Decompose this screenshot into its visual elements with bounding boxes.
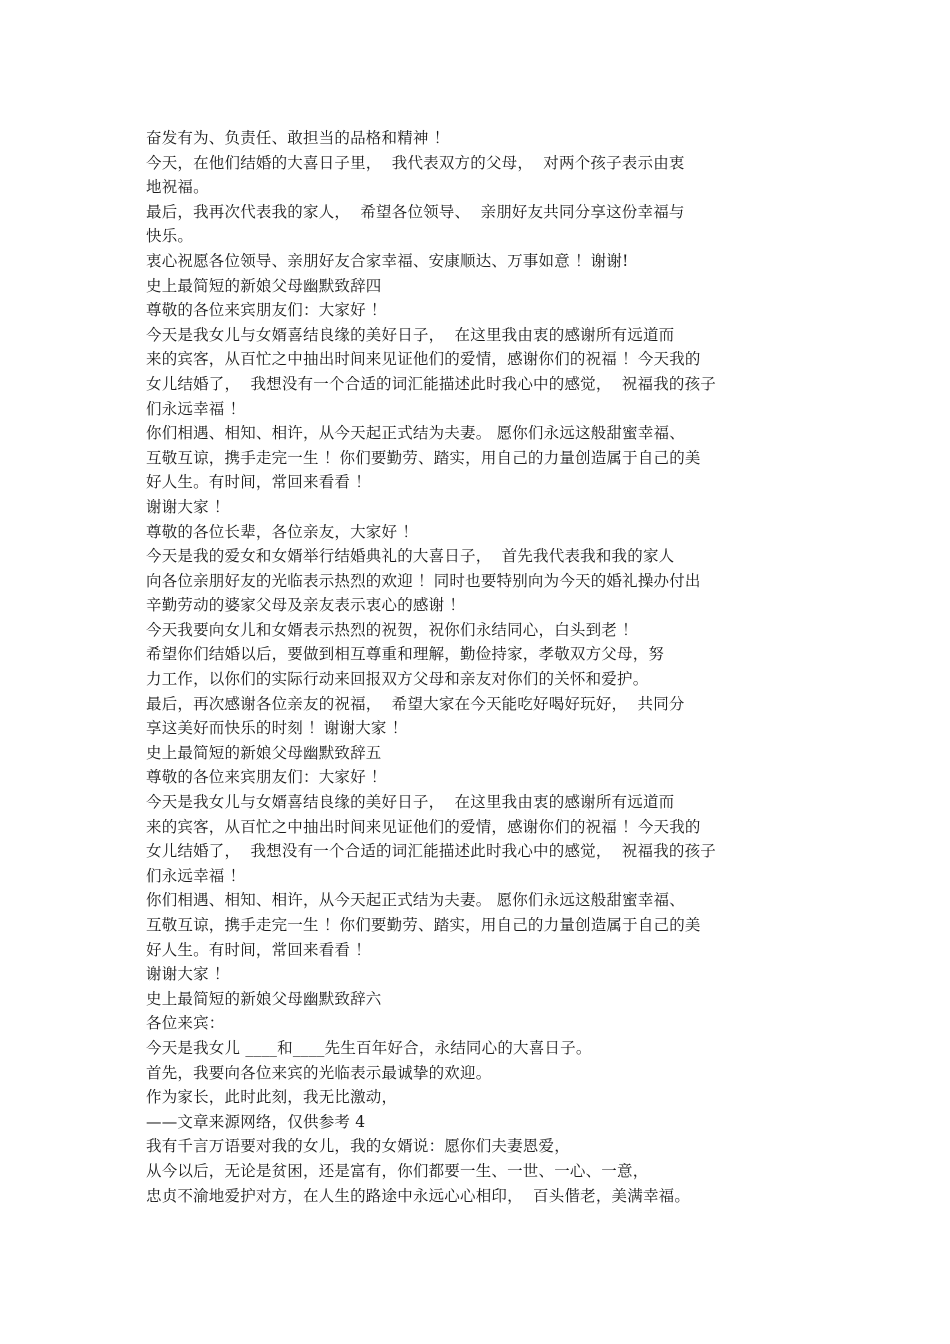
text-line: 们永远幸福 ！ — [146, 399, 246, 418]
text-line: 你们相遇、相知、相许，从今天起正式结为夫妻。 愿你们永远这般甜蜜幸福、 — [146, 891, 685, 910]
text-line: 从今以后，无论是贫困，还是富有，你们都要一生、一世、一心、一意， — [146, 1161, 649, 1180]
text-line: 你们相遇、相知、相许，从今天起正式结为夫妻。 愿你们永远这般甜蜜幸福、 — [146, 424, 685, 443]
text-line: 史上最简短的新娘父母幽默致辞五 — [146, 743, 382, 762]
text-line: 史上最简短的新娘父母幽默致辞四 — [146, 276, 382, 295]
text-line: 尊敬的各位来宾朋友们：大家好 ！ — [146, 768, 387, 787]
text-line: 地祝福。 — [146, 178, 209, 197]
text-line: 女儿结婚了， 我想没有一个合适的词汇能描述此时我心中的感觉， 祝福我的孩子 — [146, 374, 717, 393]
text-line: 互敬互谅，携手走完一生 ！你们要勤劳、踏实，用自己的力量创造属于自己的美 — [146, 916, 701, 934]
text-line: 力工作，以你们的实际行动来回报双方父母和亲友对你们的关怀和爱护。 — [146, 670, 649, 689]
text-line: 忠贞不渝地爱护对方，在人生的路途中永远心心相印， 百头偕老，美满幸福。 — [146, 1186, 691, 1205]
text-line: 今天，在他们结婚的大喜日子里， 我代表双方的父母， 对两个孩子表示由衷 — [146, 153, 685, 172]
text-line: 我有千言万语要对我的女儿，我的女婿说：愿你们夫妻恩爱， — [146, 1137, 570, 1156]
text-line: 今天是我女儿与女婿喜结良缘的美好日子， 在这里我由衷的感谢所有远道而 — [146, 325, 675, 344]
text-line: 最后，再次感谢各位亲友的祝福， 希望大家在今天能吃好喝好玩好， 共同分 — [146, 694, 685, 713]
text-line: 史上最简短的新娘父母幽默致辞六 — [146, 989, 382, 1008]
text-line: 来的宾客，从百忙之中抽出时间来见证他们的爱情，感谢你们的祝福 ！今天我的 — [146, 350, 701, 369]
text-line: 衷心祝愿各位领导、亲朋好友合家幸福、安康顺达、万事如意 ！谢谢! — [146, 251, 629, 270]
text-line: 谢谢大家 ！ — [146, 965, 230, 984]
text-line: 享这美好而快乐的时刻 ！谢谢大家 ！ — [146, 719, 408, 738]
text-line: 希望你们结婚以后，要做到相互尊重和理解，勤俭持家，孝敬双方父母，努 — [146, 645, 665, 664]
text-line: 向各位亲朋好友的光临表示热烈的欢迎 ！同时也要特别向为今天的婚礼操办付出 — [146, 571, 701, 590]
text-line: 奋发有为、负责任、敢担当的品格和精神 ！ — [146, 129, 450, 147]
text-line: 辛勤劳动的婆家父母及亲友表示衷心的感谢 ！ — [146, 596, 466, 615]
text-line: 谢谢大家 ！ — [146, 497, 230, 516]
text-line: 互敬互谅，携手走完一生 ！你们要勤劳、踏实，用自己的力量创造属于自己的美 — [146, 448, 701, 467]
text-line: 最后，我再次代表我的家人， 希望各位领导、 亲朋好友共同分享这份幸福与 — [146, 202, 685, 221]
text-line: 好人生。有时间，常回来看看 ！ — [146, 940, 371, 959]
text-line: 作为家长，此时此刻，我无比激动， — [146, 1088, 398, 1107]
text-line: 尊敬的各位长辈，各位亲友，大家好 ！ — [146, 522, 419, 541]
text-line: 好人生。有时间，常回来看看 ！ — [146, 473, 371, 492]
text-line: ——文章来源网络，仅供参考 4 — [146, 1112, 366, 1131]
text-line: 女儿结婚了， 我想没有一个合适的词汇能描述此时我心中的感觉， 祝福我的孩子 — [146, 842, 717, 861]
text-line: 今天是我女儿 ____和____先生百年好合，永结同心的大喜日子。 — [146, 1038, 592, 1057]
text-line: 尊敬的各位来宾朋友们：大家好 ！ — [146, 301, 387, 320]
text-line: 今天我要向女儿和女婿表示热烈的祝贺，祝你们永结同心，白头到老 ！ — [146, 620, 638, 639]
text-line: 们永远幸福 ！ — [146, 866, 246, 885]
text-line: 首先，我要向各位来宾的光临表示最诚挚的欢迎。 — [146, 1063, 492, 1082]
text-line: 各位来宾： — [146, 1014, 225, 1033]
text-line: 来的宾客，从百忙之中抽出时间来见证他们的爱情，感谢你们的祝福 ！今天我的 — [146, 817, 701, 836]
text-line: 今天是我女儿与女婿喜结良缘的美好日子， 在这里我由衷的感谢所有远道而 — [146, 793, 675, 812]
text-line: 今天是我的爱女和女婿举行结婚典礼的大喜日子， 首先我代表我和我的家人 — [146, 547, 675, 566]
document-body — [146, 126, 766, 1208]
text-line: 快乐。 — [146, 227, 194, 246]
